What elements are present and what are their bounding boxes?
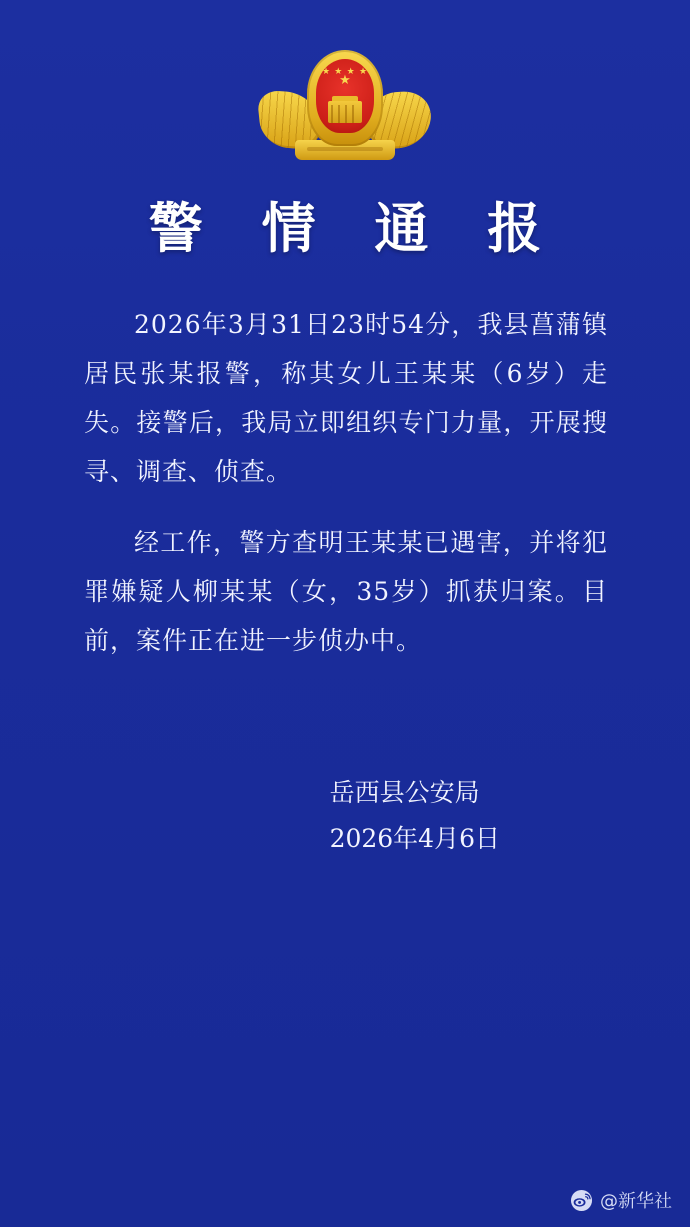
shield-icon: [307, 50, 383, 146]
source-watermark: [570, 1187, 672, 1213]
weibo-icon: [570, 1189, 593, 1212]
gate-columns: [331, 105, 359, 123]
signature-organization: 岳西县公安局: [329, 778, 480, 807]
stars-decoration: ★ ★ ★ ★: [321, 66, 369, 76]
tiananmen-gate-icon: [328, 101, 362, 123]
notice-paragraph: 2026年3月31日23时54分，我县菖蒲镇居民张某报警，称其女儿王某某（6岁）走失。接警后，我局立即组织专门力量，开展搜寻、调查、侦查。: [84, 310, 608, 486]
signature-date: 2026年4月6日: [329, 824, 500, 853]
police-badge-emblem: [257, 48, 433, 176]
emblem-container: [0, 48, 690, 176]
national-emblem-icon: [316, 59, 374, 133]
big-star-icon: ★: [339, 72, 351, 87]
signature-block: [330, 770, 500, 862]
notice-body: [84, 300, 608, 687]
page-title: 警 情 通 报: [148, 196, 562, 260]
source-label: @新华社: [600, 1191, 672, 1212]
notice-paragraph: 经工作，警方查明王某某已遇害，并将犯罪嫌疑人柳某某（女，35岁）抓获归案。目前，案件正在进一步侦办中。: [84, 528, 608, 655]
